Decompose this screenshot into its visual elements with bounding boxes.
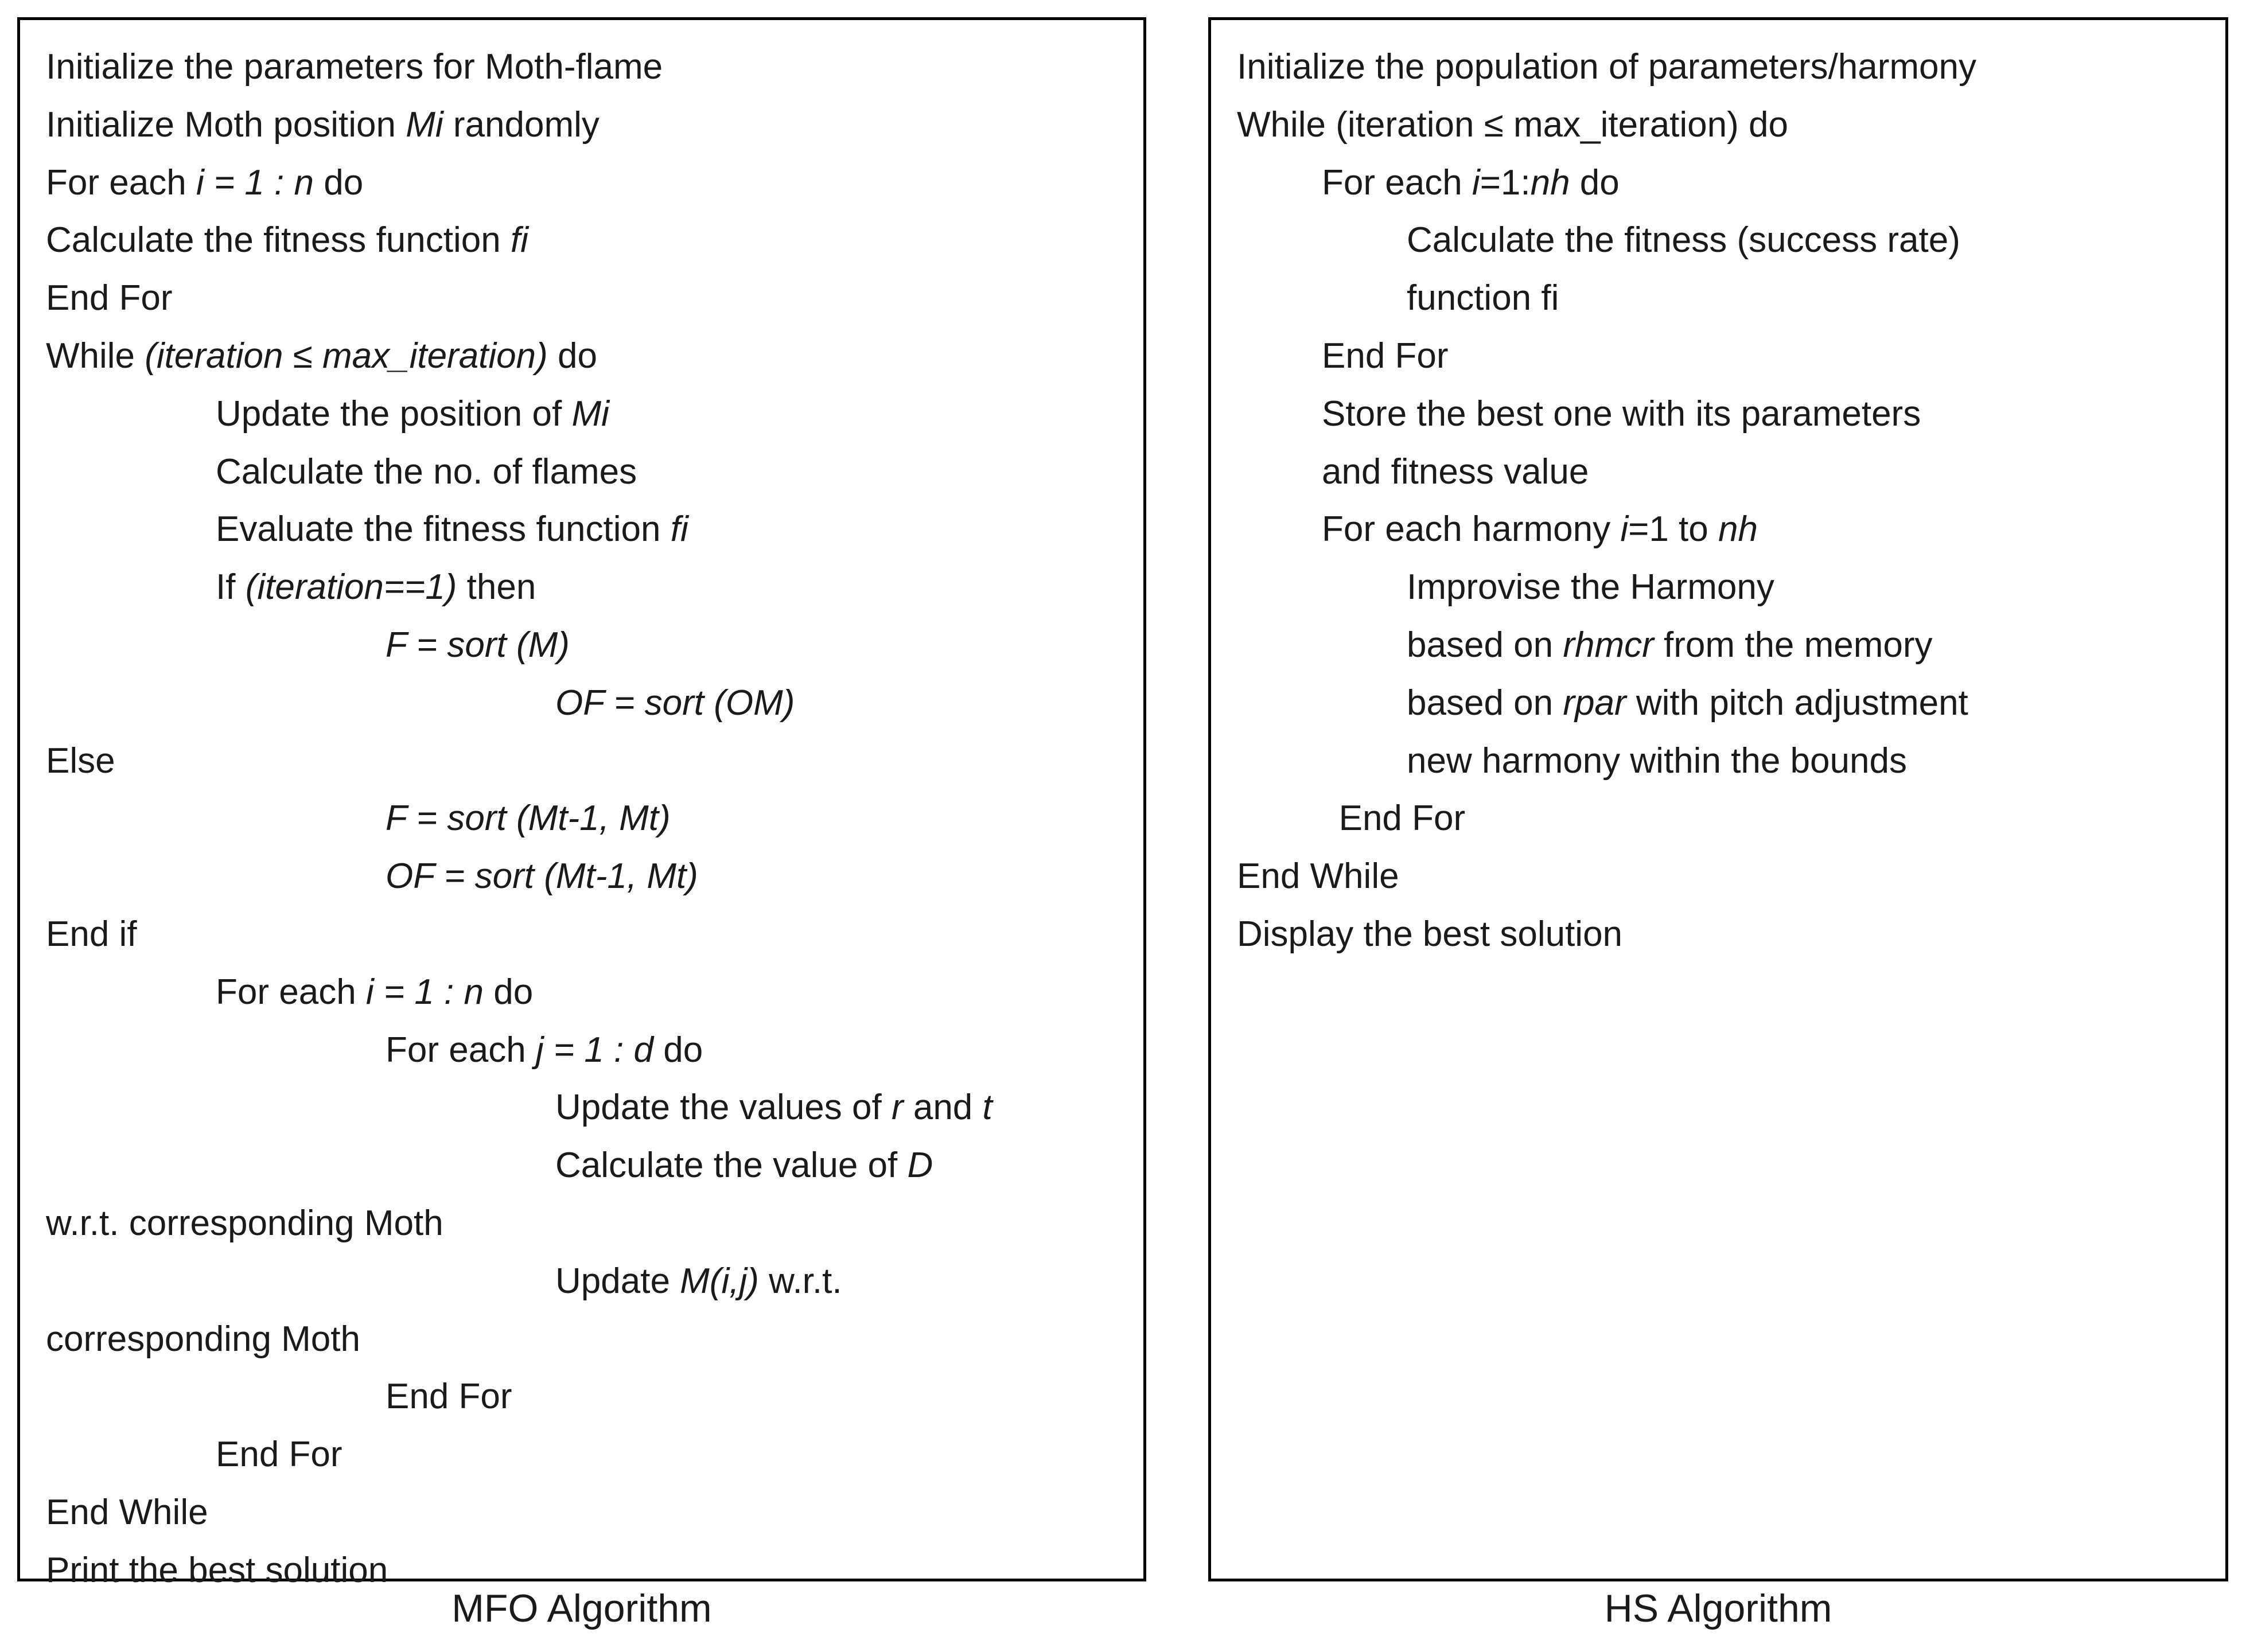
mfo-code-line: End While <box>46 1493 208 1532</box>
hs-code-line: based on rpar with pitch adjustment <box>1407 683 1968 723</box>
mfo-caption: MFO Algorithm <box>451 1587 712 1630</box>
mfo-code-line: OF = sort (OM) <box>555 683 795 723</box>
mfo-code-line: Evaluate the fitness function fi <box>216 509 688 550</box>
mfo-code-line: F = sort (Mt-1, Mt) <box>386 798 671 839</box>
mfo-code-line: Update the values of r and t <box>555 1088 992 1128</box>
mfo-code-line: If (iteration==1) then <box>216 567 536 607</box>
mfo-code-line: Update M(i,j) w.r.t. <box>555 1261 842 1301</box>
hs-code-line: Initialize the population of parameters/harmony <box>1237 47 1976 87</box>
mfo-code-line: For each i = 1 : n do <box>216 972 534 1012</box>
mfo-code-line: w.r.t. corresponding Moth <box>46 1203 443 1243</box>
mfo-code-line: Update the position of Mi <box>216 393 609 434</box>
hs-code-line: Store the best one with its parameters <box>1322 393 1921 434</box>
mfo-code-line: Print the best solution <box>46 1550 388 1590</box>
hs-code-line: End For <box>1322 336 1449 376</box>
hs-code-line: Calculate the fitness (success rate) <box>1407 220 1960 260</box>
hs-code-line: For each harmony i=1 to nh <box>1322 509 1758 550</box>
mfo-code-line: Else <box>46 741 115 781</box>
hs-caption: HS Algorithm <box>1604 1587 1832 1630</box>
mfo-code-line: End if <box>46 914 137 954</box>
mfo-code-line: For each j = 1 : d do <box>386 1030 703 1070</box>
hs-code-line: Display the best solution <box>1237 914 1623 954</box>
hs-code-line: and fitness value <box>1322 451 1589 492</box>
mfo-code-line: OF = sort (Mt-1, Mt) <box>386 856 698 897</box>
hs-code-line: While (iteration ≤ max_iteration) do <box>1237 104 1788 145</box>
mfo-code-line: Calculate the fitness function fi <box>46 220 528 260</box>
hs-code-line: based on rhmcr from the memory <box>1407 625 1933 665</box>
hs-code-line: End While <box>1237 856 1399 897</box>
hs-code-line: function fi <box>1407 278 1559 318</box>
mfo-code-line: End For <box>46 278 173 318</box>
mfo-code-line: Initialize Moth position Mi randomly <box>46 104 600 145</box>
mfo-code-line: End For <box>386 1377 512 1417</box>
mfo-code-line: F = sort (M) <box>386 625 570 665</box>
hs-code-line: For each i=1:nh do <box>1322 162 1620 202</box>
mfo-code-line: corresponding Moth <box>46 1319 360 1359</box>
hs-code-line: Improvise the Harmony <box>1407 567 1774 607</box>
hs-algorithm-box <box>1208 17 2228 1581</box>
mfo-code-line: End For <box>216 1435 342 1475</box>
mfo-code-line: While (iteration ≤ max_iteration) do <box>46 336 597 376</box>
mfo-code-line: Initialize the parameters for Moth-flame <box>46 47 663 87</box>
mfo-algorithm-box <box>17 17 1146 1590</box>
hs-code-line: new harmony within the bounds <box>1407 741 1907 781</box>
hs-code-line: End For <box>1338 798 1466 839</box>
mfo-code-line: For each i = 1 : n do <box>46 162 364 202</box>
mfo-code-line: Calculate the no. of flames <box>216 451 637 492</box>
mfo-code-line: Calculate the value of D <box>555 1146 933 1186</box>
